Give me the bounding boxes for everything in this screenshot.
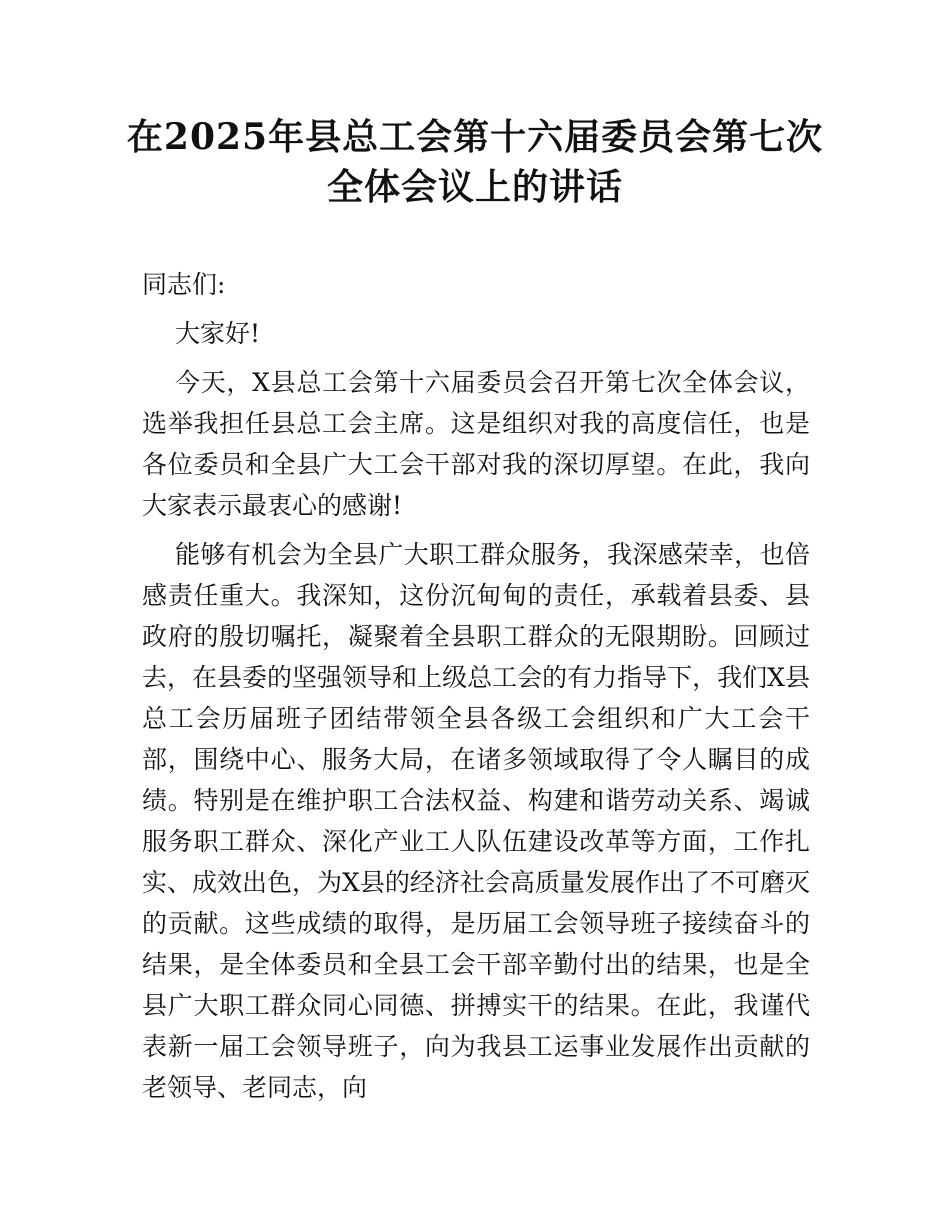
salutation: 同志们: <box>142 270 226 299</box>
paragraph-intro: 今天，X县总工会第十六届委员会召开第七次全体会议，选举我担任县总工会主席。这是组织对我的高度信任，也是各位委员和全县广大工会干部对我的深切厚望。在此，我向大家表示最衷心的感谢! <box>142 368 810 520</box>
document-body <box>142 264 810 1116</box>
paragraph-greeting: 大家好! <box>175 319 261 348</box>
paragraph-review: 能够有机会为全县广大职工群众服务，我深感荣幸，也倍感责任重大。我深知，这份沉甸甸的责任，承载着县委、县政府的殷切嘱托，凝聚着全县职工群众的无限期盼。回顾过去，在县委的坚强领导和上级总工会的有力指导下，我们X县总工会历届班子团结带领全县各级工会组织和广大工会干部，围绕中心、服务大局，在诸多领域取得了令人瞩目的成绩。特别是在维护职工合法权益、构建和谐劳动关系、竭诚服务职工群众、深化产业工人队伍建设改革等方面，工作扎实、成效出色，为X县的经济社会高质量发展作出了不可磨灭的贡献。这些成绩的取得，是历届工会领导班子接续奋斗的结果，是全体委员和全县工会干部辛勤付出的结果，也是全县广大职工群众同心同德、拼搏实干的结果。在此，我谨代表新一届工会领导班子，向为我县工运事业发展作出贡献的老领导、老同志，向 <box>142 540 810 1102</box>
document-title: 在2025年县总工会第十六届委员会第七次全体会议上的讲话 <box>126 116 824 208</box>
